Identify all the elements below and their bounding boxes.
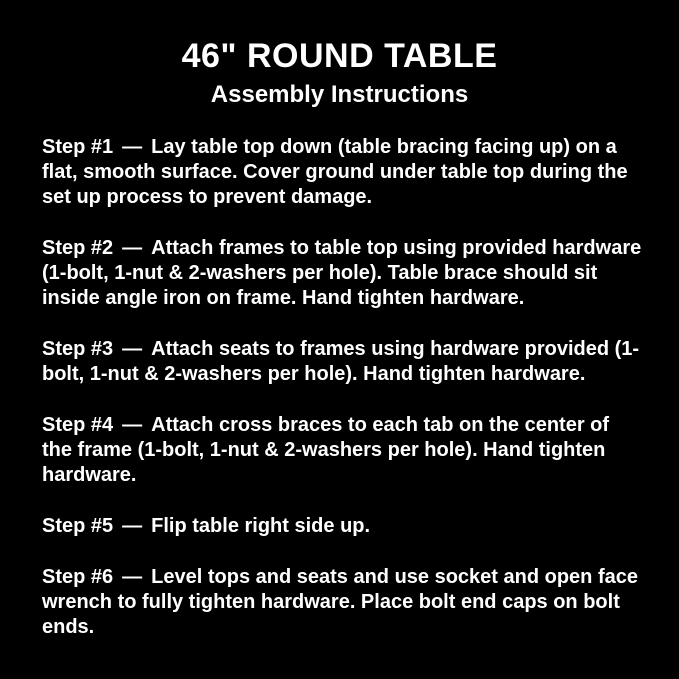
step-4-paragraph bbox=[42, 413, 643, 488]
step-6-text: Level tops and seats and use socket and open face wrench to fully tighten hardware. Place bolt end caps on bolt ends. bbox=[42, 565, 638, 638]
step-4-dash: — bbox=[122, 413, 143, 436]
step-2-paragraph bbox=[42, 236, 643, 311]
step-2-dash: — bbox=[122, 236, 143, 259]
step-3-label: Step #3 bbox=[42, 337, 114, 360]
step-5-dash: — bbox=[122, 514, 143, 537]
step-1-paragraph bbox=[42, 135, 643, 210]
step-6-paragraph bbox=[42, 565, 643, 640]
step-1-dash: — bbox=[122, 135, 143, 158]
step-6-dash: — bbox=[122, 565, 143, 588]
step-3-text: Attach seats to frames using hardware provided (1-bolt, 1-nut & 2-washers per hole). Hand tighten hardware. bbox=[42, 337, 640, 385]
step-2-label: Step #2 bbox=[42, 236, 114, 259]
page-title: 46" ROUND TABLE bbox=[181, 37, 498, 75]
step-4-text: Attach cross braces to each tab on the center of the frame (1-bolt, 1-nut & 2-washers per hole). Hand tighten hardware. bbox=[42, 413, 610, 486]
step-2-text: Attach frames to table top using provided hardware (1-bolt, 1-nut & 2-washers per hole). Table brace should sit inside angle iron on frame. Hand tighten hardware. bbox=[42, 236, 642, 309]
step-5-paragraph bbox=[42, 514, 643, 539]
step-5-text: Flip table right side up. bbox=[151, 514, 371, 537]
steps-list bbox=[0, 135, 679, 640]
step-3-dash: — bbox=[122, 337, 143, 360]
page-subtitle: Assembly Instructions bbox=[210, 81, 469, 109]
step-5-label: Step #5 bbox=[42, 514, 114, 537]
step-1-text: Lay table top down (table bracing facing up) on a flat, smooth surface. Cover ground under table top during the set up process to prevent damage. bbox=[42, 135, 628, 208]
step-1-label: Step #1 bbox=[42, 135, 114, 158]
step-6-label: Step #6 bbox=[42, 565, 114, 588]
step-4-label: Step #4 bbox=[42, 413, 114, 436]
step-3-paragraph bbox=[42, 337, 643, 387]
